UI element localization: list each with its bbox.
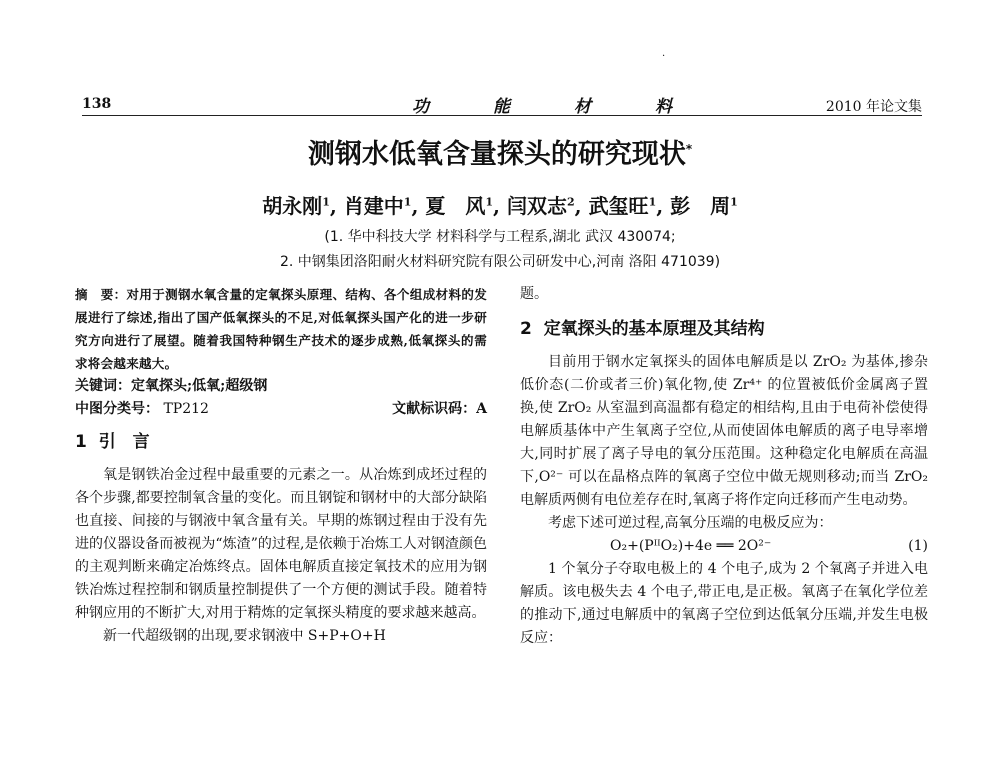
journal-char: 能 [493, 97, 510, 117]
document-code: 文献标识码：A [392, 401, 487, 417]
title-footnote-mark: * [685, 142, 693, 156]
page-number: 138 [82, 96, 112, 112]
abstract-text: 对用于测钢水氧含量的定氧探头原理、结构、各个组成材料的发展进行了综述,指出了国产低氧探头的不足,对低氧探头国产化的进一步研究方向进行了展望。随着我国特种钢生产技术的逐步成熟,低氧探头的需求将会越来越大。 [75, 287, 487, 371]
classification-row [75, 398, 487, 421]
keywords [75, 375, 487, 398]
author: 武玺旺$^1$ [588, 194, 657, 218]
right-column [520, 283, 928, 650]
abstract-label: 摘 要： [75, 287, 127, 302]
header-rule [82, 115, 922, 116]
author: 夏 风$^1$ [425, 194, 494, 218]
abstract [75, 283, 487, 375]
author-list: 胡永刚$^1$, 肖建中$^1$, 夏 风$^1$, 闫双志$^2$, 武玺旺$^1$, 彭 周$^1$ [262, 194, 738, 218]
continuation-text: 题。 [520, 286, 548, 302]
equation-number: (1) [908, 538, 928, 554]
journal-char: 材 [574, 97, 591, 117]
body-paragraph: 考虑下述可逆过程,高氧分压端的电极反应为： [548, 515, 833, 531]
affiliation-line: 2. 中钢集团洛阳耐火材料研究院有限公司研发中心,河南 洛阳 471039) [279, 254, 721, 270]
paper-title [0, 132, 1000, 171]
keywords-label: 关键词： [75, 378, 131, 394]
scan-dot: . [662, 48, 666, 59]
journal-char: 功 [412, 97, 429, 117]
body-paragraph: 1 个氧分子夺取电极上的 4 个电子,成为 2 个氧离子并进入电解质。该电极失去 4 个电子,带正电,是正极。氧离子在氧化学位差的推动下,通过电解质中的氧离子空位到达低氧分压端,并发生电极反应： [520, 561, 928, 646]
section-heading: 2 定氧探头的基本原理及其结构 [520, 319, 765, 339]
author: 胡永刚$^1$ [262, 194, 330, 218]
journal-char: 料 [655, 97, 672, 117]
left-column [75, 283, 487, 648]
body-paragraph: 氧是钢铁冶金过程中最重要的元素之一。从冶炼到成坯过程的各个步骤,都要控制氧含量的变化。而且钢锭和钢材中的大部分缺陷也直接、间接的与钢液中氧含量有关。早期的炼钢过程由于没有先进的仪器设备而被视为“炼渣”的过程,是依赖于冶炼工人对钢渣颜色的主观判断来确定冶炼终点。固体电解质直接定氧技术的应用为钢铁冶炼过程控制和钢质量控制提供了一个方便的测试手段。随着特种钢应用的不断扩大,对用于精炼的定氧探头精度的要求越来越高。 [75, 467, 487, 621]
body-paragraph: 目前用于钢水定氧探头的固体电解质是以 ZrO₂ 为基体,掺杂低价态(二价或者三价)氧化物,使 Zr⁴⁺ 的位置被低价金属离子置换,使 ZrO₂ 从室温到高温都有稳定的相结构,且由于电荷补偿使得电解质基体中产生氧离子空位,从而使固体电解质的离子电导率增大,同时扩展了离子导电的氧分压范围。这种稳定化电解质在高温下,O²⁻ 可以在晶格点阵的氧离子空位中做无规则移动;而当 ZrO₂ 电解质两侧有电位差存在时,氧离子将作定向迁移而产生电动势。 [520, 354, 928, 508]
edition-label: 2010 年论文集 [825, 99, 922, 115]
author: 彭 周$^1$ [670, 194, 738, 218]
author: 肖建中$^1$ [343, 194, 412, 218]
body-paragraph: 新一代超级钢的出现,要求钢液中 S+P+O+H [103, 628, 386, 644]
equation [520, 535, 928, 558]
affiliation-line: (1. 华中科技大学 材料科学与工程系,湖北 武汉 430074; [324, 229, 676, 245]
keywords-text: 定氧探头;低氧;超级钢 [131, 378, 268, 394]
author: 闫双志$^2$ [506, 194, 575, 218]
equation-body: O₂+(PᴵᴵO₂)+4e ══ 2O²⁻ [610, 538, 772, 554]
section-heading: 1 引 言 [75, 432, 150, 452]
classification-number: 中图分类号： TP212 [75, 401, 209, 417]
title-text: 测钢水低氧含量探头的研究现状 [307, 139, 686, 170]
journal-name [412, 92, 672, 117]
